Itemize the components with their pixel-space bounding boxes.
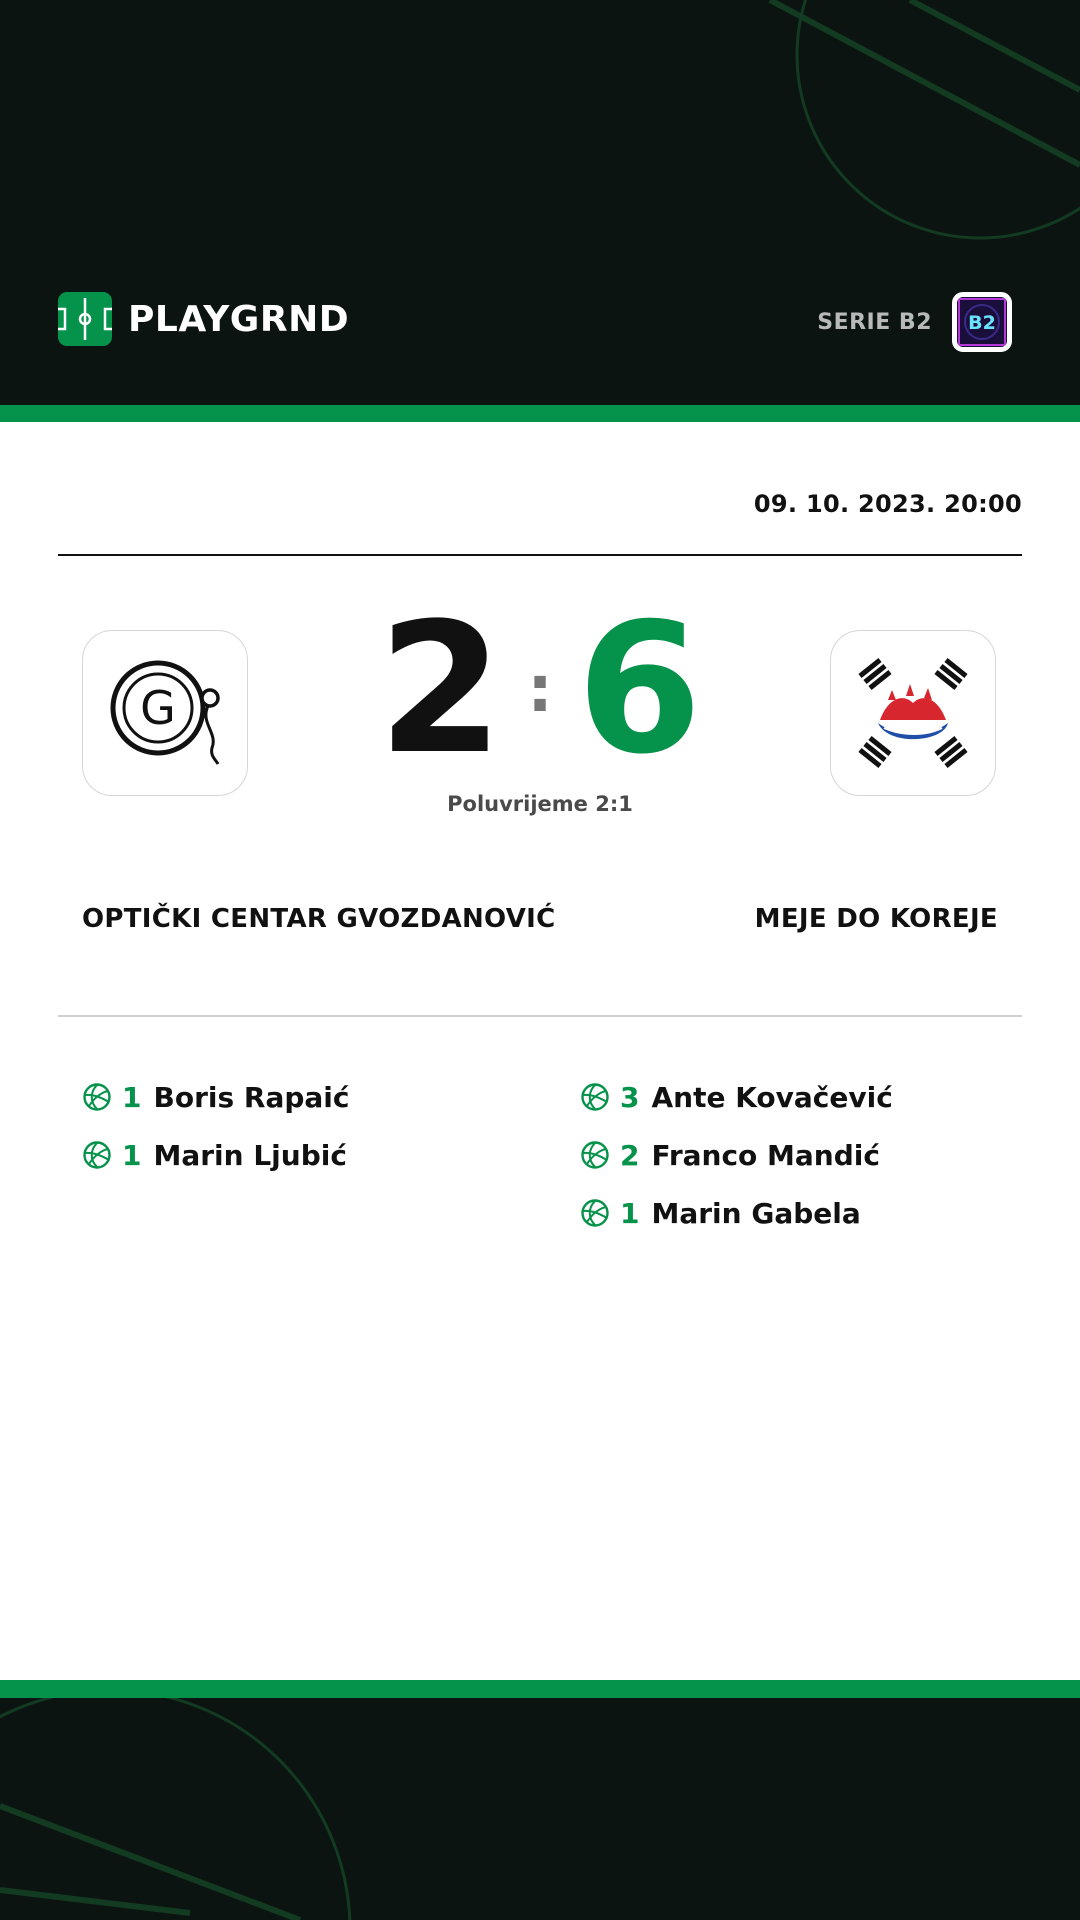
list-item bbox=[580, 1184, 893, 1242]
header-accent-stripe bbox=[0, 405, 1080, 422]
away-scorers-list bbox=[580, 1068, 893, 1242]
ball-icon bbox=[82, 1140, 112, 1170]
divider bbox=[58, 554, 1022, 556]
pitch-decoration bbox=[0, 1698, 1080, 1920]
away-team-name: MEJE DO KOREJE bbox=[754, 904, 998, 934]
league-badge-text: B2 bbox=[968, 312, 996, 334]
goal-count: 1 bbox=[620, 1196, 640, 1230]
goal-count: 3 bbox=[620, 1080, 640, 1114]
footer-accent-stripe bbox=[0, 1680, 1080, 1698]
list-item bbox=[82, 1068, 349, 1126]
goal-count: 1 bbox=[122, 1138, 142, 1172]
list-item bbox=[580, 1068, 893, 1126]
footer-band bbox=[0, 1698, 1080, 1920]
halftime-score: Poluvrijeme 2:1 bbox=[447, 792, 633, 816]
league-name: SERIE B2 bbox=[817, 309, 932, 335]
home-score: 2 bbox=[377, 585, 504, 794]
player-name: Ante Kovačević bbox=[651, 1080, 893, 1114]
ball-icon bbox=[580, 1198, 610, 1228]
goal-count: 2 bbox=[620, 1138, 640, 1172]
away-score: 6 bbox=[576, 585, 703, 794]
divider bbox=[58, 1015, 1022, 1017]
player-name: Marin Gabela bbox=[651, 1196, 861, 1230]
league-badge-icon bbox=[952, 292, 1012, 352]
pitch-icon bbox=[58, 292, 112, 346]
away-team-logo[interactable] bbox=[830, 630, 996, 796]
ball-icon bbox=[580, 1082, 610, 1112]
player-name: Marin Ljubić bbox=[153, 1138, 347, 1172]
home-team-name: OPTIČKI CENTAR GVOZDANOVIĆ bbox=[82, 904, 556, 934]
player-name: Boris Rapaić bbox=[153, 1080, 350, 1114]
match-datetime: 09. 10. 2023. 20:00 bbox=[753, 490, 1022, 518]
home-scorers-list bbox=[82, 1068, 349, 1184]
score-separator: : bbox=[527, 653, 553, 727]
brand-name: PLAYGRND bbox=[128, 298, 350, 340]
list-item bbox=[82, 1126, 349, 1184]
player-name: Franco Mandić bbox=[651, 1138, 880, 1172]
goal-count: 1 bbox=[122, 1080, 142, 1114]
header-band bbox=[0, 0, 1080, 405]
svg-text:G: G bbox=[140, 681, 176, 735]
korea-flag-logo bbox=[848, 648, 978, 778]
ball-icon bbox=[580, 1140, 610, 1170]
brand-logo[interactable] bbox=[58, 292, 349, 346]
list-item bbox=[580, 1126, 893, 1184]
league-info bbox=[817, 292, 1012, 352]
ball-icon bbox=[82, 1082, 112, 1112]
